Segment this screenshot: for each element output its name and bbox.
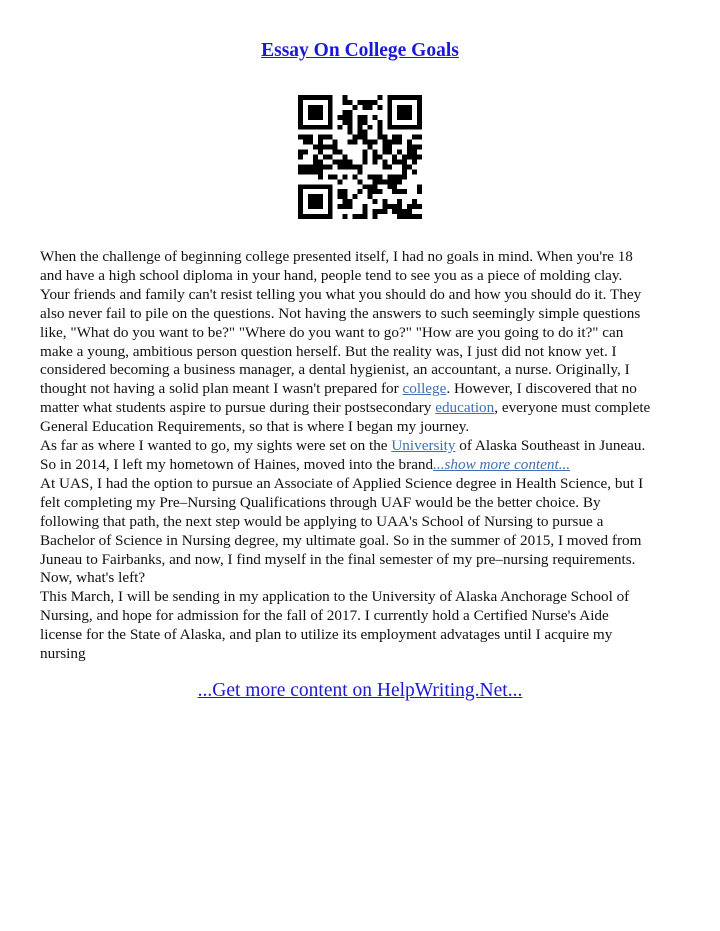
body-line	[40, 267, 682, 286]
essay-body	[40, 248, 682, 664]
body-line	[40, 305, 682, 324]
essay-title-link[interactable]: Essay On College Goals	[261, 40, 459, 61]
body-line	[40, 645, 682, 664]
body-line	[40, 380, 682, 399]
body-text-segment: Your friends and family can't resist telling you what you should do and how you should do it. They	[40, 285, 642, 303]
body-text-segment: matter what students aspire to pursue during their postsecondary	[40, 399, 436, 417]
body-text-segment: of Alaska Southeast in Juneau.	[455, 437, 646, 455]
body-line	[40, 607, 682, 626]
body-text-segment: . However, I discovered that no	[446, 380, 637, 398]
body-line	[40, 343, 682, 362]
body-text-segment: Bachelor of Science in Nursing degree, my ultimate goal. So in the summer of 2015, I moved from	[40, 531, 642, 549]
body-line	[40, 513, 682, 532]
body-text-segment: Juneau to Fairbanks, and now, I find myself in the final semester of my pre–nursing requirements.	[40, 550, 636, 568]
body-text-segment: When the challenge of beginning college presented itself, I had no goals in mind. When you're 18	[40, 248, 633, 265]
inline-link[interactable]: college	[402, 380, 447, 398]
body-text-segment: nursing	[40, 645, 86, 663]
body-line	[40, 494, 682, 513]
body-line	[40, 286, 682, 305]
inline-link[interactable]: University	[391, 437, 456, 455]
body-text-segment: considered becoming a business manager, a dental hygienist, an accountant, a nurse. Originally, I	[40, 361, 630, 379]
get-more-content-link[interactable]: ...Get more content on HelpWriting.Net...	[197, 680, 523, 701]
qr-code-icon	[298, 95, 422, 219]
body-text-segment: So in 2014, I left my hometown of Haines, moved into the brand	[40, 455, 434, 473]
body-text-segment: felt completing my Pre–Nursing Qualifications through UAF would be the better choice. By	[40, 493, 601, 511]
body-text-segment: also never fail to pile on the questions. Not having the answers to such seemingly simple questions	[40, 304, 641, 322]
body-line	[40, 475, 682, 494]
body-text-segment: license for the State of Alaska, and plan to utilize its employment advatages until I acquire my	[40, 626, 613, 644]
body-line	[40, 569, 682, 588]
body-line	[40, 324, 682, 343]
body-text-segment: Now, what's left?	[40, 569, 146, 587]
body-line	[40, 399, 682, 418]
body-text-segment: This March, I will be sending in my application to the University of Alaska Anchorage School of	[40, 588, 630, 606]
body-line	[40, 532, 682, 551]
body-text-segment: At UAS, I had the option to pursue an Associate of Applied Science degree in Health Science, but I	[40, 474, 644, 492]
body-text-segment: following that path, the next step would be applying to UAA's School of Nursing to pursue a	[40, 512, 604, 530]
body-line	[40, 588, 682, 607]
body-line	[40, 456, 682, 475]
body-text-segment: Nursing, and hope for admission for the fall of 2017. I currently hold a Certified Nurse's Aide	[40, 607, 609, 625]
body-line	[40, 626, 682, 645]
body-line	[40, 437, 682, 456]
body-text-segment: like, "What do you want to be?" "Where do you want to go?" "How are you going to do it?" can	[40, 323, 624, 341]
body-line	[40, 248, 682, 267]
body-text-segment: General Education Requirements, so that is where I began my journey.	[40, 418, 470, 436]
body-text-segment: make a young, ambitious person question herself. But the reality was, I just did not know yet. I	[40, 342, 617, 360]
body-text-segment: , everyone must complete	[494, 399, 651, 417]
inline-link[interactable]: education	[435, 399, 495, 417]
body-line	[40, 551, 682, 570]
show-more-link[interactable]: ...show more content...	[433, 455, 571, 473]
body-text-segment: As far as where I wanted to go, my sights were set on the	[40, 437, 392, 455]
body-text-segment: and have a high school diploma in your hand, people tend to see you as a piece of molding clay.	[40, 266, 623, 284]
body-line	[40, 361, 682, 380]
body-text-segment: thought not having a solid plan meant I wasn't prepared for	[40, 380, 403, 398]
body-line	[40, 418, 682, 437]
